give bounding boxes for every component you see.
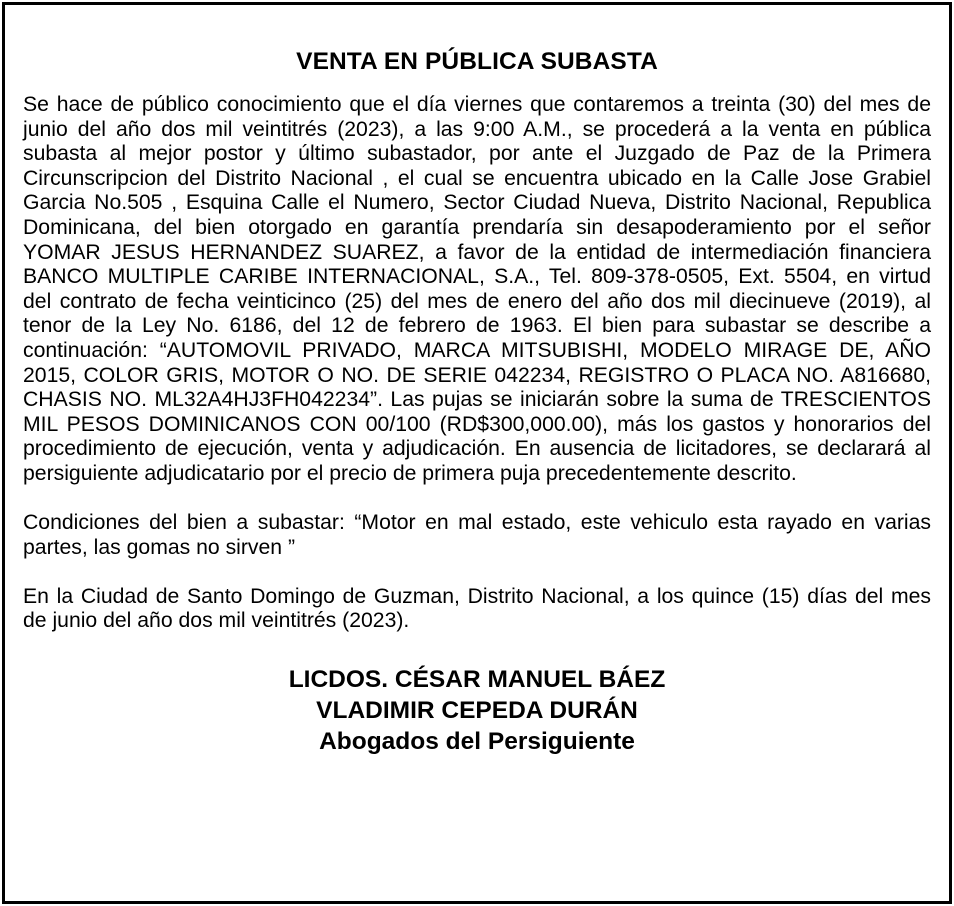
place-date-paragraph: En la Ciudad de Santo Domingo de Guzman, Distrito Nacional, a los quince (15) días del mes de junio del año dos mil veintitrés (2023). [23,584,931,633]
notice-title: VENTA EN PÚBLICA SUBASTA [296,48,658,75]
notice-content [23,45,931,757]
notice-frame [2,2,952,904]
auction-details-paragraph: Se hace de público conocimiento que el día viernes que contaremos a treinta (30) del mes de junio del año dos mil veintitrés (2023), a las 9:00 A.M., se procederá a la venta en pública subasta al mejor postor y último subastador, por ante el Juzgado de Paz de la Primera Circunscripcion del Distrito Nacional , el cual se encuentra ubicado en la Calle Jose Grabiel Garcia No.505 , Esquina Calle el Numero, Sector Ciudad Nueva, Distrito Nacional, Republica Dominicana, del bien otorgado en garantía prendaría sin desapoderamiento por el señor YOMAR JESUS HERNANDEZ SUAREZ, a favor de la entidad de intermediación financiera BANCO MULTIPLE CARIBE INTERNACIONAL, S.A., Tel. 809-378-0505, Ext. 5504, en virtud del contrato de fecha veinticinco (25) del mes de enero del año dos mil diecinueve (2019), al tenor de la Ley No. 6186, del 12 de febrero de 1963. El bien para subastar se describe a continuación: “AUTOMOVIL PRIVADO, MARCA MITSUBISHI, MODELO MIRAGE DE, AÑO 2015, COLOR GRIS, MOTOR O NO. DE SERIE 042234, REGISTRO O PLACA NO. A816680, CHASIS NO. ML32A4HJ3FH042234”. Las pujas se iniciarán sobre la suma de TRESCIENTOS MIL PESOS DOMINICANOS CON 00/100 (RD$300,000.00), más los gastos y honorarios del procedimiento de ejecución, venta y adjudicación. En ausencia de licitadores, se declarará al persiguiente adjudicatario por el precio de primera puja precedentemente descrito. [23,93,931,485]
signature-role: Abogados del Persiguiente [319,728,635,756]
item-conditions-paragraph: Condiciones del bien a subastar: “Motor en mal estado, este vehiculo esta rayado en varias partes, las gomas no sirven ” [23,511,931,559]
signature-lawyer-1: LICDOS. CÉSAR MANUEL BÁEZ [288,666,666,694]
signature-lawyer-2: VLADIMIR CEPEDA DURÁN [316,697,638,725]
signature-block [23,664,931,757]
